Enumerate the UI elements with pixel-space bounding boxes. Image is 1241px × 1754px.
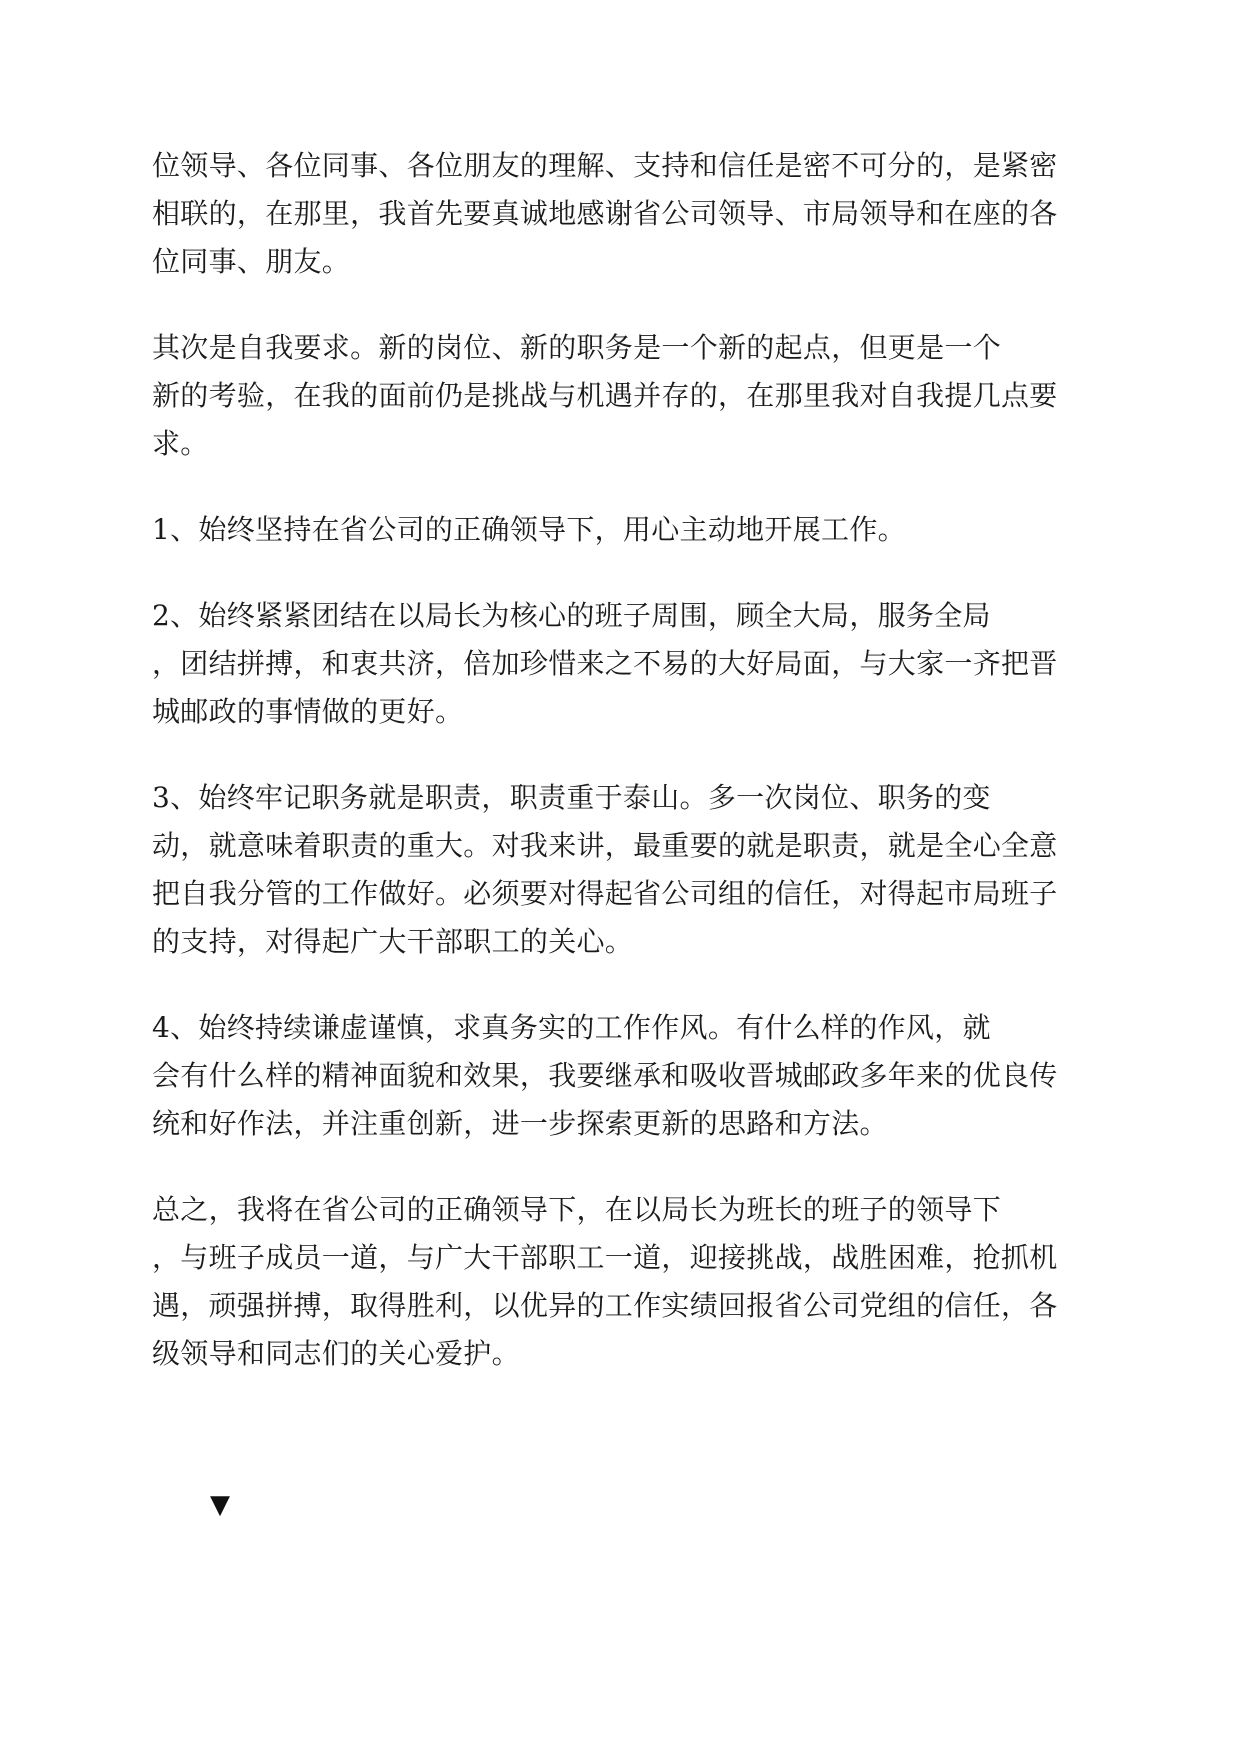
paragraph-point-1: 1、始终坚持在省公司的正确领导下，用心主动地开展工作。 bbox=[152, 513, 906, 546]
document-body bbox=[152, 142, 1092, 1416]
down-triangle-icon: ▼ bbox=[210, 1490, 230, 1520]
paragraph-point-4: 4、始终持续谦虚谨慎，求真务实的工作作风。有什么样的作风，就 会有什么样的精神面貌和效果，我要继承和吸收晋城邮政多年来的优良传 统和好作法，并注重创新，进一步探索更新的思路和方法。 bbox=[152, 1011, 1058, 1140]
paragraph-self-requirements: 其次是自我要求。新的岗位、新的职务是一个新的起点，但更是一个 新的考验，在我的面前仍是挑战与机遇并存的，在那里我对自我提几点要 求。 bbox=[152, 331, 1058, 460]
paragraph-conclusion: 总之，我将在省公司的正确领导下，在以局长为班长的班子的领导下 ，与班子成员一道，与广大干部职工一道，迎接挑战，战胜困难，抢抓机 遇，顽强拼搏，取得胜利，以优异的工作实绩回报省公司党组的信任，各 级领导和同志们的关心爱护。 bbox=[152, 1193, 1058, 1370]
paragraph-point-3: 3、始终牢记职务就是职责，职责重于泰山。多一次岗位、职务的变 动，就意味着职责的重大。对我来讲，最重要的就是职责，就是全心全意 把自我分管的工作做好。必须要对得起省公司组的信任，对得起市局班子 的支持，对得起广大干部职工的关心。 bbox=[152, 781, 1058, 958]
paragraph-intro-continuation: 位领导、各位同事、各位朋友的理解、支持和信任是密不可分的，是紧密 相联的，在那里，我首先要真诚地感谢省公司领导、市局领导和在座的各 位同事、朋友。 bbox=[152, 149, 1058, 278]
paragraph-point-2: 2、始终紧紧团结在以局长为核心的班子周围，顾全大局，服务全局 ，团结拼搏，和衷共济，倍加珍惜来之不易的大好局面，与大家一齐把晋 城邮政的事情做的更好。 bbox=[152, 599, 1058, 728]
